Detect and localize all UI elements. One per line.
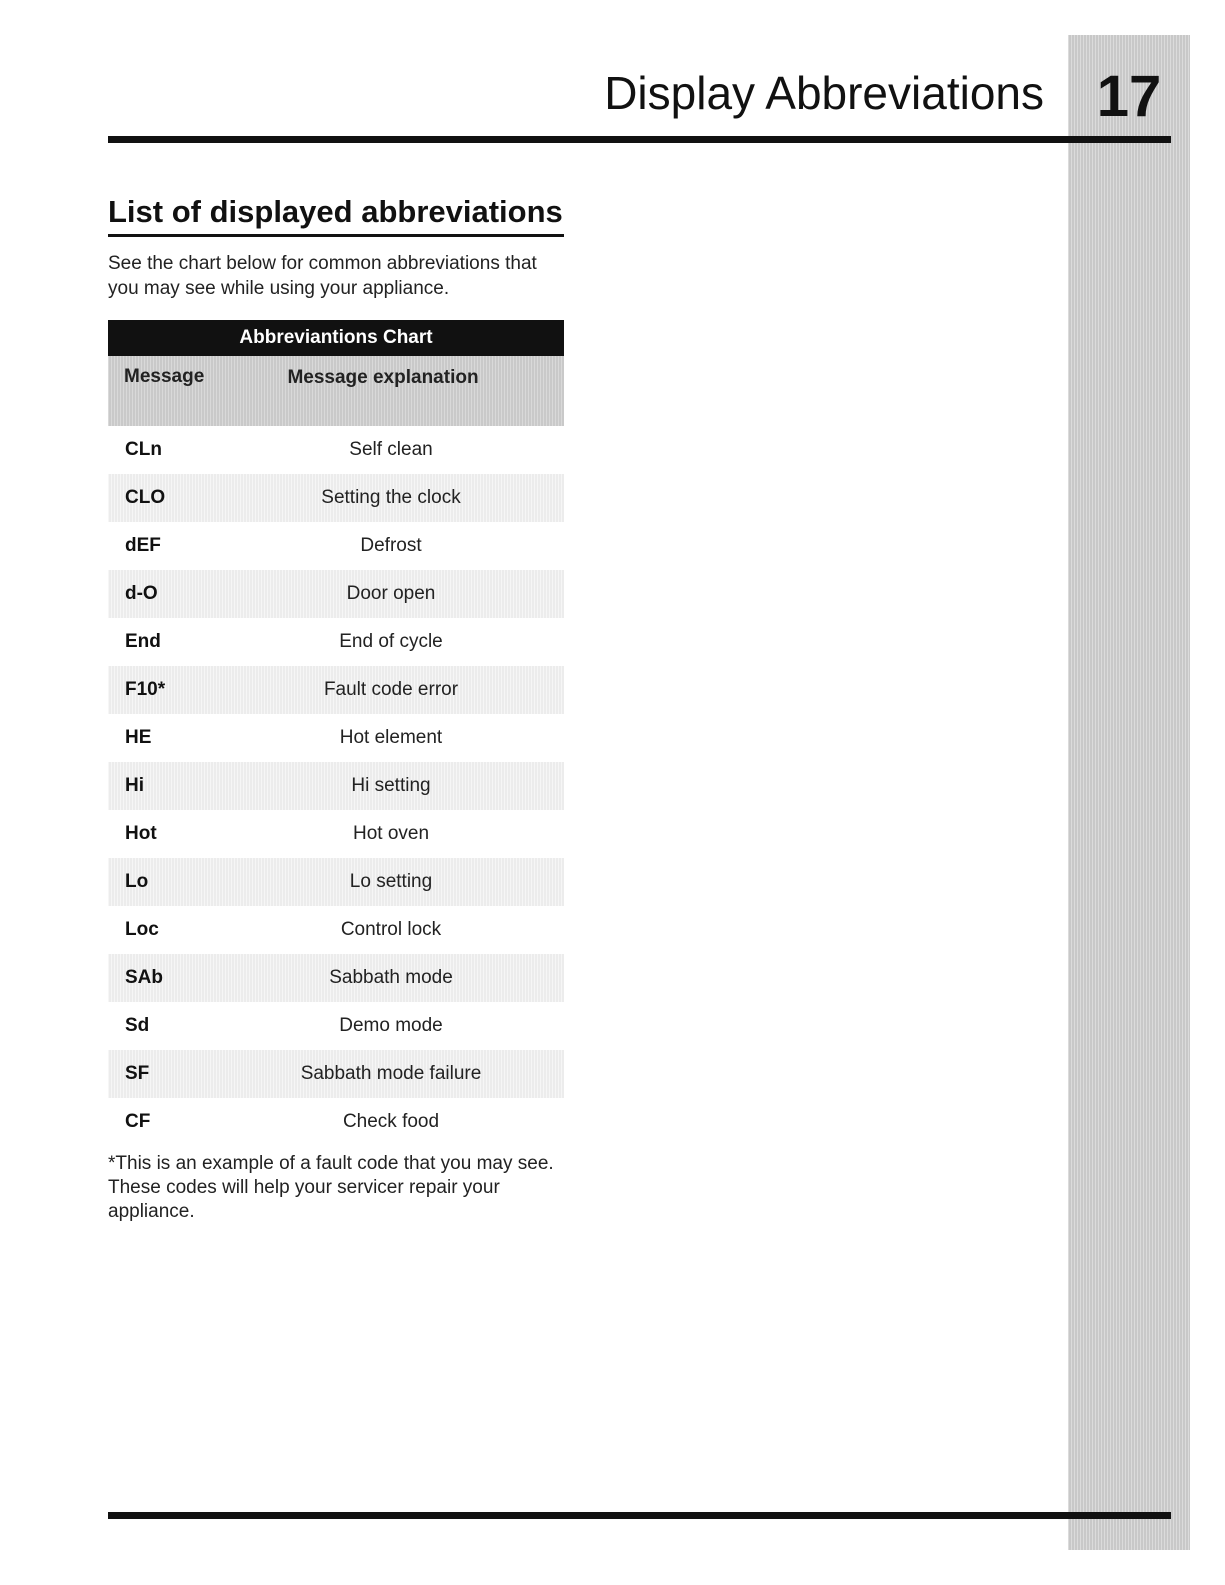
page-title: Display Abbreviations <box>604 67 1044 119</box>
abbreviations-chart <box>108 320 564 1146</box>
chart-header <box>108 356 564 426</box>
abbreviation-code: CLO <box>125 487 166 508</box>
abbreviation-explanation: Door open <box>346 583 436 604</box>
abbreviation-explanation: Setting the clock <box>321 487 461 508</box>
abbreviation-code: HE <box>125 727 152 748</box>
abbreviation-code: Loc <box>125 919 159 940</box>
table-row <box>108 906 564 954</box>
abbreviation-code: CLn <box>125 439 162 460</box>
table-row <box>108 570 564 618</box>
table-row <box>108 474 564 522</box>
table-row <box>108 1050 564 1098</box>
abbreviation-code: Hot <box>125 823 157 844</box>
abbreviation-explanation: Hot oven <box>352 823 430 844</box>
abbreviation-explanation: Sabbath mode failure <box>300 1063 482 1084</box>
page-number: 17 <box>1096 64 1162 129</box>
abbreviation-explanation: Check food <box>342 1111 440 1132</box>
abbreviation-code: d-O <box>125 583 158 604</box>
chart-title: Abbreviantions Chart <box>108 320 564 356</box>
section-heading: List of displayed abbreviations <box>108 192 564 237</box>
abbreviation-explanation: Hot element <box>339 727 443 748</box>
table-row <box>108 954 564 1002</box>
table-row <box>108 618 564 666</box>
bottom-rule <box>108 1512 1171 1519</box>
column-header-message: Message <box>124 366 205 387</box>
abbreviation-code: Hi <box>125 775 144 796</box>
table-row <box>108 426 564 474</box>
abbreviation-explanation: Lo setting <box>349 871 433 892</box>
abbreviation-code: CF <box>125 1111 151 1132</box>
column-header-explanation: Message explanation <box>287 367 479 388</box>
abbreviation-explanation: Defrost <box>360 535 422 556</box>
abbreviation-code: dEF <box>125 535 161 556</box>
side-strip <box>1068 35 1190 1550</box>
table-row <box>108 810 564 858</box>
abbreviation-explanation: Self clean <box>349 439 433 460</box>
abbreviation-explanation: Control lock <box>340 919 442 940</box>
top-rule <box>108 136 1171 143</box>
abbreviation-explanation: Demo mode <box>339 1015 443 1036</box>
abbreviation-explanation: Fault code error <box>323 679 459 700</box>
abbreviation-code: SF <box>125 1063 150 1084</box>
footnote: *This is an example of a fault code that you may see. These codes will help your servicer repair your appliance. <box>108 1153 554 1222</box>
table-row <box>108 858 564 906</box>
abbreviation-code: Lo <box>125 871 149 892</box>
table-row <box>108 666 564 714</box>
abbreviation-explanation: Sabbath mode <box>329 967 453 988</box>
abbreviation-explanation: End of cycle <box>339 631 443 652</box>
abbreviation-code: End <box>125 631 161 652</box>
abbreviation-code: SAb <box>125 967 163 988</box>
intro-text: See the chart below for common abbreviations that you may see while using your appliance. <box>108 253 537 299</box>
table-row <box>108 1002 564 1050</box>
abbreviation-explanation: Hi setting <box>351 775 431 796</box>
table-row <box>108 1098 564 1146</box>
table-row <box>108 762 564 810</box>
table-row <box>108 522 564 570</box>
table-row <box>108 714 564 762</box>
abbreviation-code: Sd <box>125 1015 150 1036</box>
abbreviation-code: F10* <box>125 679 166 700</box>
